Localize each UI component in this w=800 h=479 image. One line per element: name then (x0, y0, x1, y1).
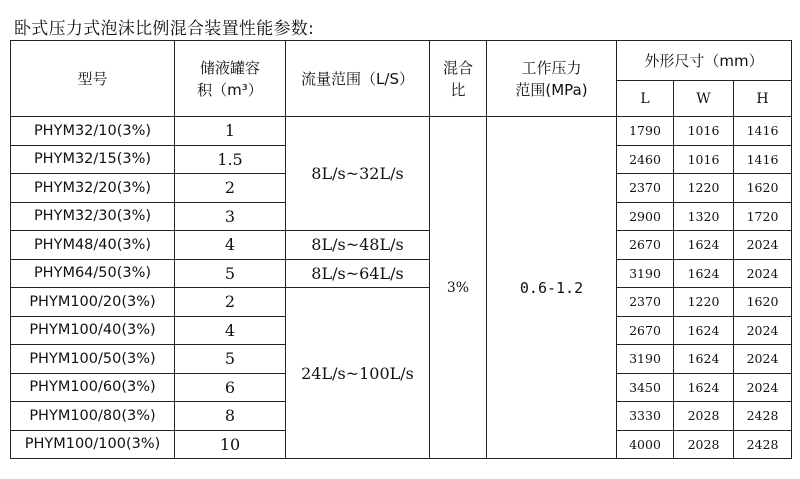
table-body (11, 117, 792, 459)
cell-model: PHYM100/20(3%) (11, 288, 175, 317)
header-dim-l: L (617, 81, 674, 117)
cell-dim-w: 1320 (674, 202, 734, 231)
cell-dim-h: 2024 (734, 345, 792, 374)
cell-dim-w: 1624 (674, 231, 734, 260)
cell-volume: 8 (175, 402, 286, 431)
cell-volume: 5 (175, 259, 286, 288)
cell-dim-h: 2024 (734, 316, 792, 345)
header-mix-line1: 混合 (442, 58, 473, 77)
cell-pressure-range: 0.6-1.2 (487, 117, 617, 459)
cell-volume: 6 (175, 373, 286, 402)
cell-dim-w: 1624 (674, 259, 734, 288)
cell-dim-w: 1624 (674, 316, 734, 345)
cell-dim-w: 1016 (674, 117, 734, 146)
header-pressure (487, 41, 617, 117)
cell-dim-l: 3450 (617, 373, 674, 402)
cell-model: PHYM100/100(3%) (11, 430, 175, 459)
cell-dim-l: 2460 (617, 145, 674, 174)
cell-dim-l: 3190 (617, 259, 674, 288)
header-volume (175, 41, 286, 117)
cell-dim-l: 1790 (617, 117, 674, 146)
cell-dim-h: 1620 (734, 174, 792, 203)
cell-dim-l: 2900 (617, 202, 674, 231)
cell-model: PHYM48/40(3%) (11, 231, 175, 260)
cell-flow-range: 8L/s~64L/s (286, 259, 430, 288)
header-volume-line1: 储液罐容 (199, 58, 260, 77)
header-pressure-line2: 范围(MPa) (515, 80, 588, 99)
header-pressure-line1: 工作压力 (521, 58, 582, 77)
cell-flow-range: 8L/s~32L/s (286, 117, 430, 231)
cell-dim-w: 2028 (674, 402, 734, 431)
cell-dim-h: 2024 (734, 373, 792, 402)
header-dimensions: 外形尺寸（mm） (617, 41, 792, 81)
cell-model: PHYM100/40(3%) (11, 316, 175, 345)
cell-mix-ratio: 3% (430, 117, 487, 459)
cell-dim-w: 1220 (674, 288, 734, 317)
cell-dim-h: 1620 (734, 288, 792, 317)
cell-dim-h: 1416 (734, 117, 792, 146)
cell-model: PHYM100/50(3%) (11, 345, 175, 374)
performance-table (10, 40, 792, 459)
cell-dim-h: 2024 (734, 259, 792, 288)
cell-dim-l: 2670 (617, 316, 674, 345)
table-row (11, 288, 792, 317)
cell-dim-h: 2428 (734, 430, 792, 459)
cell-dim-w: 1624 (674, 345, 734, 374)
cell-dim-w: 2028 (674, 430, 734, 459)
cell-model: PHYM100/60(3%) (11, 373, 175, 402)
page-title: 卧式压力式泡沫比例混合装置性能参数: (14, 19, 315, 39)
cell-dim-l: 4000 (617, 430, 674, 459)
cell-dim-l: 3190 (617, 345, 674, 374)
cell-volume: 5 (175, 345, 286, 374)
cell-model: PHYM32/20(3%) (11, 174, 175, 203)
cell-model: PHYM64/50(3%) (11, 259, 175, 288)
cell-volume: 2 (175, 174, 286, 203)
cell-volume: 3 (175, 202, 286, 231)
table-row (11, 231, 792, 260)
cell-volume: 4 (175, 316, 286, 345)
cell-model: PHYM100/80(3%) (11, 402, 175, 431)
cell-dim-l: 3330 (617, 402, 674, 431)
cell-model: PHYM32/30(3%) (11, 202, 175, 231)
cell-dim-h: 1416 (734, 145, 792, 174)
header-mix-ratio (430, 41, 487, 117)
cell-dim-h: 1720 (734, 202, 792, 231)
cell-dim-h: 2428 (734, 402, 792, 431)
header-mix-line2: 比 (450, 80, 466, 99)
header-model: 型号 (11, 41, 175, 117)
cell-volume: 4 (175, 231, 286, 260)
cell-volume: 2 (175, 288, 286, 317)
cell-dim-l: 2370 (617, 288, 674, 317)
cell-model: PHYM32/15(3%) (11, 145, 175, 174)
cell-flow-range: 24L/s~100L/s (286, 288, 430, 459)
cell-flow-range: 8L/s~48L/s (286, 231, 430, 260)
cell-dim-l: 2370 (617, 174, 674, 203)
table-row (11, 259, 792, 288)
cell-model: PHYM32/10(3%) (11, 117, 175, 146)
cell-dim-w: 1220 (674, 174, 734, 203)
header-flow: 流量范围（L/S） (286, 41, 430, 117)
cell-volume: 10 (175, 430, 286, 459)
cell-dim-h: 2024 (734, 231, 792, 260)
table-row (11, 117, 792, 146)
header-volume-line2: 积（m³） (197, 80, 263, 99)
cell-volume: 1 (175, 117, 286, 146)
cell-dim-l: 2670 (617, 231, 674, 260)
cell-dim-w: 1016 (674, 145, 734, 174)
cell-dim-w: 1624 (674, 373, 734, 402)
header-dim-h: H (734, 81, 792, 117)
cell-volume: 1.5 (175, 145, 286, 174)
header-dim-w: W (674, 81, 734, 117)
